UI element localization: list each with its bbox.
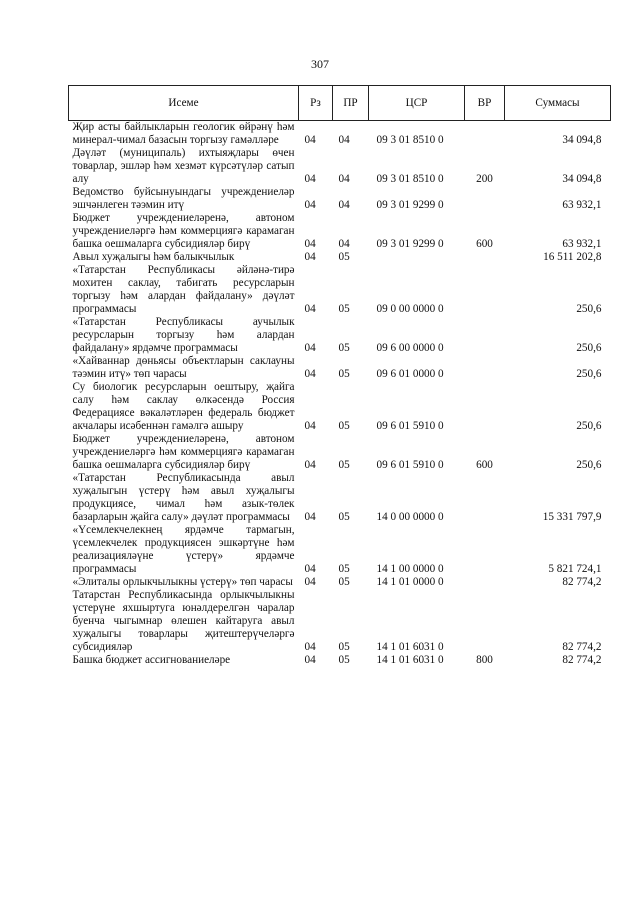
cell-sum: 250,6	[576, 368, 602, 380]
cell-sum: 250,6	[576, 420, 602, 432]
cell-vr	[465, 186, 505, 212]
cell-vr	[465, 589, 505, 654]
table-header	[69, 86, 611, 121]
cell-name: «Элиталы орлыкчылыкны үстерү» төп чарасы	[72, 576, 293, 588]
table-row	[69, 381, 611, 433]
cell-vr	[465, 121, 505, 148]
header-pr: ПР	[333, 86, 369, 121]
cell-sum: 34 094,8	[562, 134, 602, 146]
cell-vr	[465, 472, 505, 524]
cell-vr	[465, 251, 505, 264]
cell-name: «Үсемлекчелекнең ярдәмче тармагын, үсемлекчелек продукциясен эшкәртүне һәм реализацияләүне үстерү» ярдәмче программасы	[72, 524, 295, 575]
cell-vr	[465, 524, 505, 576]
cell-name: «Хайваннар дөньясы объектларын саклауны тәэмин итү» төп чарасы	[72, 355, 295, 380]
cell-rz: 04	[304, 199, 316, 211]
cell-csr: 09 3 01 9299 0	[376, 199, 444, 211]
cell-pr: 05	[338, 511, 350, 523]
cell-csr: 14 1 00 0000 0	[376, 563, 444, 575]
table-row	[69, 121, 611, 148]
cell-rz: 04	[304, 576, 316, 588]
cell-pr: 05	[338, 459, 350, 471]
table-row	[69, 589, 611, 654]
cell-pr: 05	[338, 420, 350, 432]
cell-name: Су биологик ресурсларын оештыру, җайга салу һәм саклау өлкәсендә Россия Федерациясе вәкаләтләрен федераль бюджет акчалары исәбеннән гамәлгә ашыру	[72, 381, 295, 432]
cell-name: Бюджет учреждениеләренә, автоном учреждениеләргә һәм коммерциягә карамаган башка оешмаларга субсидияләр бирү	[72, 433, 295, 471]
cell-vr	[465, 355, 505, 381]
table-row	[69, 472, 611, 524]
cell-vr	[465, 381, 505, 433]
table-row	[69, 433, 611, 472]
cell-name: Җир асты байлыкларын геологик өйрәнү һәм минерал-чимал базасын торгызу гамәлләре	[72, 121, 295, 146]
cell-name: Ведомство буйсынуындагы учреждениеләр эшчәнлеген тәэмин итү	[72, 186, 295, 211]
cell-csr: 14 0 00 0000 0	[376, 511, 444, 523]
table-row	[69, 186, 611, 212]
cell-sum: 82 774,2	[562, 641, 602, 653]
table-row	[69, 264, 611, 316]
cell-name: Авыл хуҗалыгы һәм балыкчылык	[72, 251, 235, 263]
header-vr: ВР	[465, 86, 505, 121]
page-number: 307	[311, 57, 329, 71]
cell-rz: 04	[304, 303, 316, 315]
cell-sum: 34 094,8	[562, 173, 602, 185]
cell-csr: 09 3 01 8510 0	[376, 173, 444, 185]
table-row	[69, 212, 611, 251]
cell-csr: 09 0 00 0000 0	[376, 303, 444, 315]
cell-name: Башка бюджет ассигнованиеләре	[72, 654, 231, 666]
cell-pr: 05	[338, 368, 350, 380]
cell-rz: 04	[304, 238, 316, 250]
cell-pr: 05	[338, 576, 350, 588]
cell-vr: 600	[476, 238, 493, 250]
table-row	[69, 654, 611, 667]
cell-csr: 09 3 01 8510 0	[376, 134, 444, 146]
cell-rz: 04	[304, 563, 316, 575]
cell-pr: 04	[338, 238, 350, 250]
cell-pr: 05	[338, 251, 350, 263]
table-row	[69, 524, 611, 576]
cell-sum: 15 331 797,9	[542, 511, 602, 523]
cell-rz: 04	[304, 511, 316, 523]
table-row	[69, 355, 611, 381]
cell-vr: 600	[476, 459, 493, 471]
cell-pr: 04	[338, 134, 350, 146]
cell-name: Татарстан Республикасында орлыкчылыкны үстерүне яхшыртуга юнәлдерелгән чаралар буенча чыгымнар өлешен кайтаруга авыл хуҗалыгы товарлары җитештерүчеләргә субсидияләр	[72, 589, 295, 653]
header-rz: Рз	[299, 86, 333, 121]
cell-sum: 63 932,1	[562, 238, 602, 250]
cell-vr	[465, 576, 505, 589]
cell-rz: 04	[304, 134, 316, 146]
cell-csr: 09 3 01 9299 0	[376, 238, 444, 250]
header-sum: Суммасы	[505, 86, 611, 121]
cell-name: «Татарстан Республикасы әйләнә-тирә мохитен саклау, табигать ресурсларын торгызу һәм алардан файдалану» дәүләт программасы	[72, 264, 295, 315]
cell-vr: 200	[476, 173, 493, 185]
cell-csr: 09 6 01 5910 0	[376, 420, 444, 432]
cell-vr: 800	[476, 654, 493, 666]
cell-name: «Татарстан Республикасында авыл хуҗалыгын үстерү һәм авыл хуҗалыгы продукциясе, чимал һәм азык-төлек базарларын җайга салу» дәүләт программасы	[72, 472, 295, 523]
cell-sum: 250,6	[576, 459, 602, 471]
cell-csr	[369, 251, 465, 264]
cell-rz: 04	[304, 654, 316, 666]
cell-sum: 16 511 202,8	[543, 251, 602, 263]
cell-csr: 14 1 01 0000 0	[376, 576, 444, 588]
cell-name: «Татарстан Республикасы аучылык ресурсларын торгызу һәм алардан файдалану» ярдәмче программасы	[72, 316, 295, 354]
table-body	[69, 121, 611, 668]
cell-csr: 09 6 01 5910 0	[376, 459, 444, 471]
cell-csr: 14 1 01 6031 0	[376, 654, 444, 666]
cell-pr: 05	[338, 303, 350, 315]
cell-csr: 14 1 01 6031 0	[376, 641, 444, 653]
cell-csr: 09 6 00 0000 0	[376, 342, 444, 354]
cell-pr: 05	[338, 563, 350, 575]
cell-sum: 250,6	[576, 342, 602, 354]
cell-rz: 04	[304, 368, 316, 380]
cell-vr	[465, 316, 505, 355]
cell-sum: 82 774,2	[562, 576, 602, 588]
header-name: Исеме	[69, 86, 299, 121]
cell-rz: 04	[304, 459, 316, 471]
cell-pr: 05	[338, 342, 350, 354]
cell-pr: 05	[338, 641, 350, 653]
cell-vr	[465, 264, 505, 316]
cell-sum: 5 821 724,1	[548, 563, 602, 575]
budget-table	[68, 85, 611, 667]
cell-name: Бюджет учреждениеләренә, автоном учреждениеләргә һәм коммерциягә карамаган башка оешмаларга субсидияләр бирү	[72, 212, 295, 250]
cell-pr: 04	[338, 173, 350, 185]
header-csr: ЦСР	[369, 86, 465, 121]
cell-rz: 04	[304, 420, 316, 432]
cell-sum: 250,6	[576, 303, 602, 315]
table-row	[69, 251, 611, 264]
cell-pr: 04	[338, 199, 350, 211]
table-row	[69, 576, 611, 589]
cell-rz: 04	[304, 342, 316, 354]
cell-rz: 04	[304, 173, 316, 185]
cell-sum: 82 774,2	[562, 654, 602, 666]
table-row	[69, 147, 611, 186]
cell-rz: 04	[304, 251, 316, 263]
table-row	[69, 316, 611, 355]
cell-pr: 05	[338, 654, 350, 666]
cell-rz: 04	[304, 641, 316, 653]
cell-name: Дәүләт (муниципаль) ихтыяҗлары өчен товарлар, эшләр һәм хезмәт күрсәтүләр сатып алу	[72, 147, 295, 185]
cell-sum: 63 932,1	[562, 199, 602, 211]
cell-csr: 09 6 01 0000 0	[376, 368, 444, 380]
